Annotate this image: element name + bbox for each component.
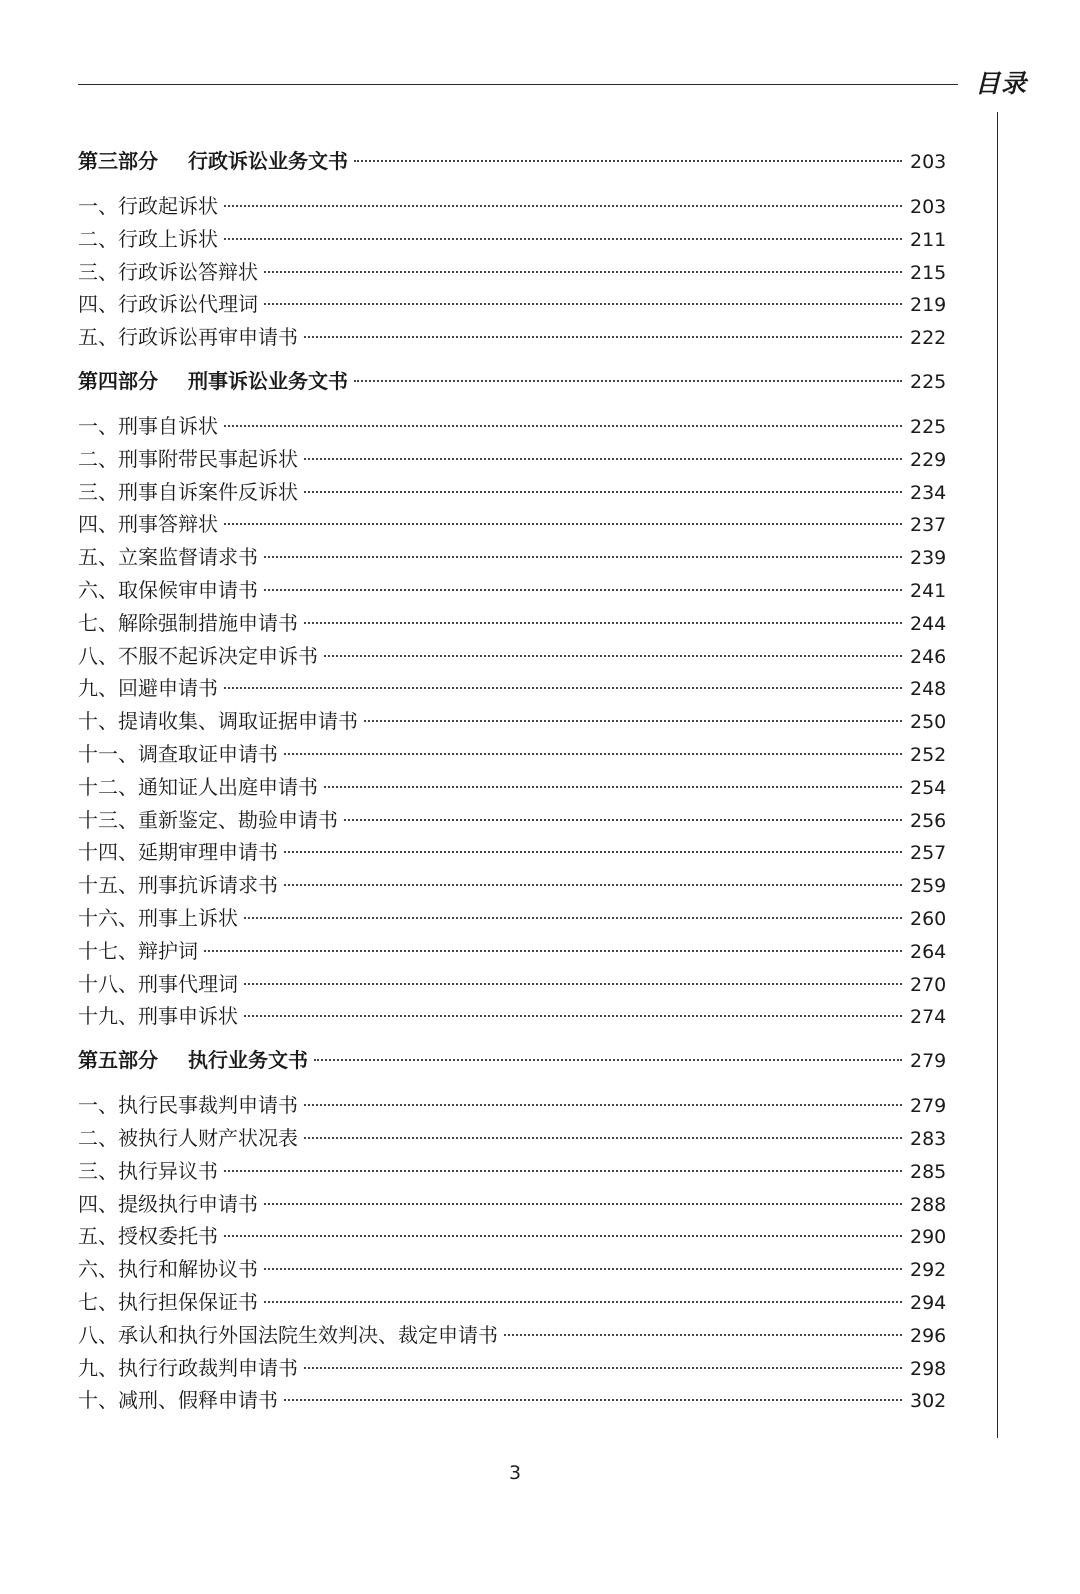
toc-entry[interactable] [78, 607, 946, 640]
dot-leader [354, 380, 902, 382]
toc-entry-title: 二、行政上诉状 [78, 226, 218, 251]
toc-entry-page: 248 [910, 678, 947, 701]
toc-entry-page: 229 [910, 448, 947, 471]
part-number: 第五部分 [78, 1048, 158, 1073]
toc-entry[interactable] [78, 476, 946, 509]
toc-entry-page: 246 [910, 645, 947, 668]
dot-leader [284, 753, 902, 755]
toc-entry-page: 244 [910, 612, 947, 635]
dot-leader [224, 687, 902, 689]
toc-entry-page: 264 [910, 940, 947, 963]
toc-entry-page: 292 [910, 1259, 947, 1282]
toc-entry-page: 294 [910, 1291, 947, 1314]
dot-leader [324, 655, 902, 657]
toc-entry-title: 三、行政诉讼答辩状 [78, 259, 258, 284]
toc-entry-title: 五、立案监督请求书 [78, 545, 258, 570]
dot-leader [284, 851, 902, 853]
part-page: 203 [910, 151, 947, 173]
toc-entry[interactable] [78, 640, 946, 673]
toc-entry-page: 259 [910, 875, 947, 898]
toc-entry-title: 十七、辩护词 [78, 938, 198, 963]
toc-entry-title: 六、执行和解协议书 [78, 1257, 258, 1282]
toc-entry-title: 一、执行民事裁判申请书 [78, 1093, 298, 1118]
toc-entry-page: 222 [910, 327, 947, 350]
table-of-contents [78, 142, 946, 1417]
toc-entry[interactable] [78, 1220, 946, 1253]
toc-entry[interactable] [78, 1352, 946, 1385]
dot-leader [304, 622, 902, 624]
toc-entry-title: 十六、刑事上诉状 [78, 905, 238, 930]
part-title: 刑事诉讼业务文书 [188, 368, 348, 393]
dot-leader [354, 160, 902, 162]
toc-section [78, 142, 946, 362]
toc-entry[interactable] [78, 256, 946, 289]
part-number: 第三部分 [78, 149, 158, 173]
dot-leader [324, 786, 902, 788]
toc-entry[interactable] [78, 508, 946, 541]
toc-entry[interactable] [78, 1286, 946, 1319]
toc-entry-page: 288 [910, 1193, 947, 1216]
dot-leader [264, 1301, 902, 1303]
toc-entry-title: 十四、延期审理申请书 [78, 840, 278, 865]
toc-entry-page: 290 [910, 1226, 947, 1249]
toc-entry[interactable] [78, 968, 946, 1001]
dot-leader [244, 917, 902, 919]
toc-entry[interactable] [78, 1122, 946, 1155]
dot-leader [264, 556, 902, 558]
dot-leader [224, 238, 902, 240]
toc-entry-page: 254 [910, 776, 947, 799]
toc-entry-title: 二、被执行人财产状况表 [78, 1125, 298, 1150]
dot-leader [364, 720, 902, 722]
dot-leader [304, 1104, 902, 1106]
header-title: 目录 [975, 69, 1028, 98]
dot-leader [264, 303, 902, 305]
toc-entry-page: 260 [910, 907, 947, 930]
dot-leader [244, 1015, 902, 1017]
toc-entry[interactable] [78, 443, 946, 476]
dot-leader [304, 1367, 902, 1369]
toc-entry-page: 274 [910, 1006, 947, 1029]
toc-entry-page: 225 [910, 415, 947, 438]
part-number: 第四部分 [78, 368, 158, 393]
dot-leader [224, 205, 902, 207]
toc-part-heading[interactable] [78, 1041, 946, 1079]
dot-leader [204, 950, 902, 952]
toc-entry-title: 十三、重新鉴定、勘验申请书 [78, 807, 338, 832]
toc-entry-page: 215 [910, 261, 947, 284]
toc-entry-page: 234 [910, 481, 947, 504]
toc-entry-title: 九、回避申请书 [78, 676, 218, 701]
dot-leader [224, 1170, 902, 1172]
toc-entry[interactable] [78, 935, 946, 968]
toc-entry-title: 八、不服不起诉决定申诉书 [78, 643, 318, 668]
toc-entry-title: 十九、刑事申诉状 [78, 1004, 238, 1029]
toc-entry-page: 239 [910, 547, 947, 570]
toc-entry-page: 241 [910, 579, 947, 602]
toc-entry-page: 252 [910, 743, 947, 766]
dot-leader [304, 458, 902, 460]
toc-entry-title: 十八、刑事代理词 [78, 971, 238, 996]
toc-section [78, 1041, 946, 1417]
toc-entry[interactable] [78, 574, 946, 607]
toc-entry[interactable] [78, 223, 946, 256]
toc-entry-page: 302 [910, 1390, 947, 1413]
dot-leader [504, 1334, 902, 1336]
toc-entry-title: 十、提请收集、调取证据申请书 [78, 709, 358, 734]
toc-entry-title: 七、执行担保保证书 [78, 1289, 258, 1314]
toc-entry[interactable] [78, 738, 946, 771]
dot-leader [284, 1399, 902, 1401]
dot-leader [264, 1203, 902, 1205]
dot-leader [224, 523, 902, 525]
toc-entry-title: 十五、刑事抗诉请求书 [78, 873, 278, 898]
toc-entry-title: 二、刑事附带民事起诉状 [78, 446, 298, 471]
toc-entry-title: 三、刑事自诉案件反诉状 [78, 479, 298, 504]
toc-entry[interactable] [78, 836, 946, 869]
toc-entry[interactable] [78, 771, 946, 804]
toc-entry-page: 211 [910, 228, 947, 251]
part-title: 执行业务文书 [188, 1048, 308, 1073]
toc-entry-title: 九、执行行政裁判申请书 [78, 1355, 298, 1380]
toc-entry-title: 四、行政诉讼代理词 [78, 292, 258, 317]
dot-leader [244, 983, 902, 985]
toc-entry-page: 257 [910, 842, 947, 865]
toc-entry-page: 250 [910, 711, 947, 734]
toc-entry-title: 六、取保候审申请书 [78, 577, 258, 602]
toc-entry-title: 十二、通知证人出庭申请书 [78, 774, 318, 799]
toc-entry[interactable] [78, 902, 946, 935]
toc-part-heading[interactable] [78, 362, 946, 400]
toc-entry-title: 五、行政诉讼再审申请书 [78, 325, 298, 350]
part-title: 行政诉讼业务文书 [188, 149, 348, 173]
toc-entry[interactable] [78, 1384, 946, 1417]
toc-entry-title: 一、行政起诉状 [78, 194, 218, 218]
dot-leader [264, 1268, 902, 1270]
toc-entry-title: 一、刑事自诉状 [78, 413, 218, 438]
toc-entry[interactable] [78, 288, 946, 321]
toc-entry-page: 285 [910, 1160, 947, 1183]
toc-entry[interactable] [78, 705, 946, 738]
dot-leader [284, 884, 902, 886]
toc-entry[interactable] [78, 1000, 946, 1033]
toc-entry[interactable] [78, 190, 946, 223]
toc-entry[interactable] [78, 672, 946, 705]
toc-entry-title: 五、授权委托书 [78, 1224, 218, 1249]
toc-entry-page: 203 [910, 196, 947, 218]
toc-entry[interactable] [78, 541, 946, 574]
toc-entry-title: 三、执行异议书 [78, 1158, 218, 1183]
toc-entry[interactable] [78, 869, 946, 902]
dot-leader [304, 491, 902, 493]
toc-entry[interactable] [78, 1089, 946, 1122]
dot-leader [264, 589, 902, 591]
dot-leader [304, 336, 902, 338]
toc-entry[interactable] [78, 1155, 946, 1188]
toc-entry-page: 298 [910, 1357, 947, 1380]
toc-entry-title: 七、解除强制措施申请书 [78, 610, 298, 635]
toc-entry-page: 283 [910, 1127, 947, 1150]
toc-entry[interactable] [78, 1188, 946, 1221]
toc-entry[interactable] [78, 804, 946, 837]
toc-entry[interactable] [78, 321, 946, 354]
dot-leader [304, 1137, 902, 1139]
toc-entry-page: 219 [910, 294, 947, 317]
toc-entry[interactable] [78, 410, 946, 443]
toc-entry-page: 237 [910, 514, 947, 537]
toc-entry[interactable] [78, 1319, 946, 1352]
toc-entry-page: 256 [910, 809, 947, 832]
toc-section [78, 362, 946, 1041]
toc-entry-title: 八、承认和执行外国法院生效判决、裁定申请书 [78, 1322, 498, 1347]
part-page: 279 [910, 1050, 947, 1073]
dot-leader [314, 1059, 902, 1061]
toc-entry[interactable] [78, 1253, 946, 1286]
toc-entry-title: 十、减刑、假释申请书 [78, 1388, 278, 1413]
dot-leader [264, 271, 902, 273]
toc-entry-title: 四、刑事答辩状 [78, 512, 218, 537]
toc-entry-title: 四、提级执行申请书 [78, 1191, 258, 1216]
part-page: 225 [910, 370, 947, 393]
toc-entry-title: 十一、调查取证申请书 [78, 741, 278, 766]
dot-leader [344, 819, 902, 821]
toc-entry-page: 270 [910, 973, 947, 996]
toc-entry-page: 296 [910, 1324, 947, 1347]
dot-leader [224, 1235, 902, 1237]
toc-entry-page: 279 [910, 1095, 947, 1118]
toc-part-heading[interactable] [78, 142, 946, 180]
header-rule [78, 84, 958, 85]
page-number: 3 [508, 1462, 522, 1484]
dot-leader [224, 425, 902, 427]
side-rule [997, 112, 998, 1438]
